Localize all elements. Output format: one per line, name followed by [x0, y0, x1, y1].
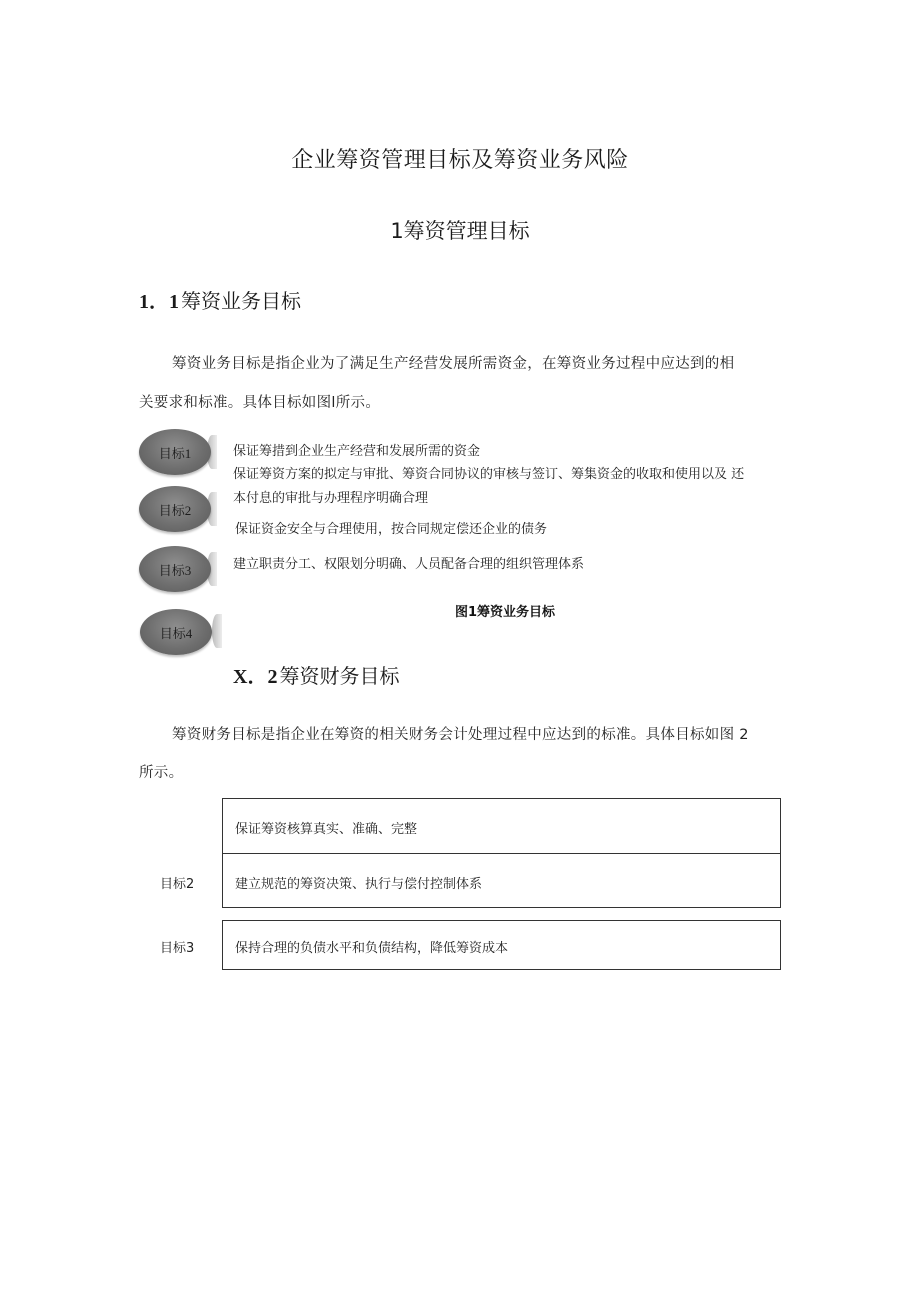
oval-tail-decoration: [212, 614, 222, 648]
figure1-item: 保证资金安全与合理使用，按合同规定偿还企业的债务: [235, 522, 548, 537]
subsection-heading-1: [139, 285, 301, 314]
document-title: 企业筹资管理目标及筹资业务风险: [291, 148, 629, 173]
subsection-heading-2: [233, 660, 399, 689]
goal-box-text: 建立规范的筹资决策、执行与偿付控制体系: [235, 877, 483, 892]
subsection-title: 筹资财务目标: [279, 664, 400, 688]
paragraph-line: 关要求和标准。具体目标如图l所示。: [139, 395, 381, 411]
figure1-item: 建立职责分工、权限划分明确、人员配备合理的组织管理体系: [233, 557, 585, 572]
goal-label: 目标2: [160, 877, 195, 892]
figure1-item: 保证筹措到企业生产经营和发展所需的资金: [233, 444, 481, 459]
goal-box-text: 保持合理的负债水平和负债结构，降低筹资成本: [235, 941, 509, 956]
goal-oval-2: 目标2: [139, 486, 211, 532]
goal-oval-3: 目标3: [139, 546, 211, 592]
goal-label: 目标3: [160, 941, 195, 956]
goal-oval-1: 目标1: [139, 429, 211, 475]
figure1-item: 保证筹资方案的拟定与审批、筹资合同协议的审核与签订、筹集资金的收取和使用以及 还: [233, 467, 745, 482]
goal-box-text: 保证筹资核算真实、准确、完整: [235, 822, 418, 837]
figure1-item: 本付息的审批与办理程序明确合理: [233, 491, 429, 506]
subsection-number: X．2: [233, 666, 278, 688]
paragraph-line: 所示。: [139, 765, 184, 781]
section-title: 1筹资管理目标: [390, 219, 530, 243]
subsection-number: 1．1: [139, 291, 179, 313]
paragraph-line: 筹资业务目标是指企业为了满足生产经营发展所需资金，在筹资业务过程中应达到的相: [172, 356, 735, 372]
subsection-title: 筹资业务目标: [181, 289, 301, 313]
goal-oval-4: 目标4: [140, 609, 212, 655]
figure1-caption: 图1筹资业务目标: [455, 605, 556, 620]
paragraph-line: 筹资财务目标是指企业在筹资的相关财务会计处理过程中应达到的标准。具体目标如图 2: [172, 727, 749, 743]
